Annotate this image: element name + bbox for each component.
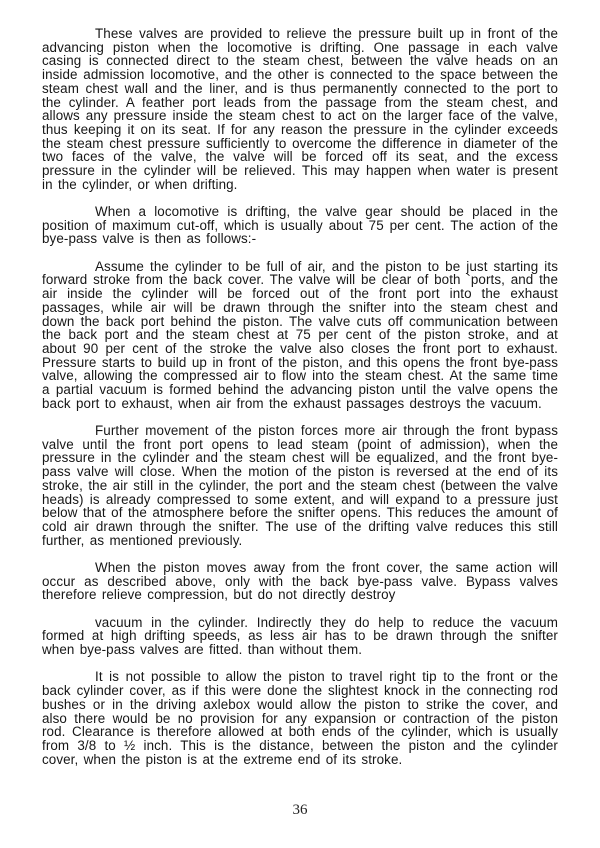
paragraph-piston-front-cover: When the piston moves away from the front cover, the same action will occur as described above, only with the back bye-pass valve. Bypass valves therefore relieve compression, but do not directly destroy — [42, 559, 558, 603]
paragraph-valve-purpose: These valves are provided to relieve the pressure built up in front of the advancing piston when the locomotive is drifting. One passage in each valve casing is connected direct to the steam chest, between the valve heads on an inside admission locomotive, and the other is connected to the space between the steam chest wall and the liner, and is thus permanently connected to the port to the cylinder. A feather port leads from the passage from the steam chest, and allows any pressure inside the steam chest to act on the larger face of the valve, thus keeping it on its seat. If for any reason the pressure in the cylinder exceeds the steam chest pressure sufficiently to overcome the difference in diameter of the two faces of the valve, the valve will be forced off its seat, and the excess pressure in the cylinder will be relieved. This may happen when water is present in the cylinder, or when drifting. — [42, 26, 558, 192]
page-number: 36 — [292, 802, 308, 818]
paragraph-cylinder-air-action: Assume the cylinder to be full of air, and the piston to be just starting its forward stroke from the back cover. The valve will be clear of both `ports, and the air inside the cylinder will be forced out of the front port into the exhaust passages, while air will be drawn through the snifter into the steam chest and down the back port behind the piston. The valve cuts off communication between the back port and the steam chest at 75 per cent of the piston stroke, and at about 90 per cent of the stroke the valve also closes the front port to exhaust. Pressure starts to build up in front of the piston, and this opens the front bye-pass valve, allowing the compressed air to flow into the steam chest. At the same time a partial vacuum is formed behind the advancing piston until the valve opens the back port to exhaust, when air from the exhaust passages destroys the vacuum. — [42, 258, 558, 411]
paragraph-vacuum-reduction: vacuum in the cylinder. Indirectly they do help to reduce the vacuum formed at high drifting speeds, as less air has to be drawn through the snifter when bye-pass valves are fitted. than without them. — [42, 614, 558, 658]
paragraph-further-movement: Further movement of the piston forces more air through the front bypass valve until the front port opens to lead steam (point of admission), when the pressure in the cylinder and the steam chest will be equalized, and the front bye-pass valve will close. When the motion of the piston is reversed at the end of its stroke, the air still in the cylinder, the port and the steam chest (between the valve heads) is already compressed to some extent, and will expand to a pressure just below that of the atmosphere before the snifter opens. This reduces the amount of cold air drawn through the snifter. The use of the drifting valve reduces this still further, as mentioned previously. — [42, 423, 558, 548]
paragraph-drifting-cutoff: When a locomotive is drifting, the valve gear should be placed in the position of maximum cut-off, which is usually about 75 per cent. The action of the bye-pass valve is then as follows:- — [42, 204, 558, 247]
page-body — [42, 27, 558, 766]
paragraph-piston-clearance: It is not possible to allow the piston to travel right tip to the front or the back cylinder cover, as if this were done the slightest knock in the connecting rod bushes or in the driving axlebox would allow the piston to strike the cover, and also there would be no provision for any expansion or contraction of the piston rod. Clearance is therefore allowed at both ends of the cylinder, which is usually from 3/8 to ½ inch. This is the distance, between the piston and the cylinder cover, when the piston is at the extreme end of its stroke. — [42, 669, 558, 767]
